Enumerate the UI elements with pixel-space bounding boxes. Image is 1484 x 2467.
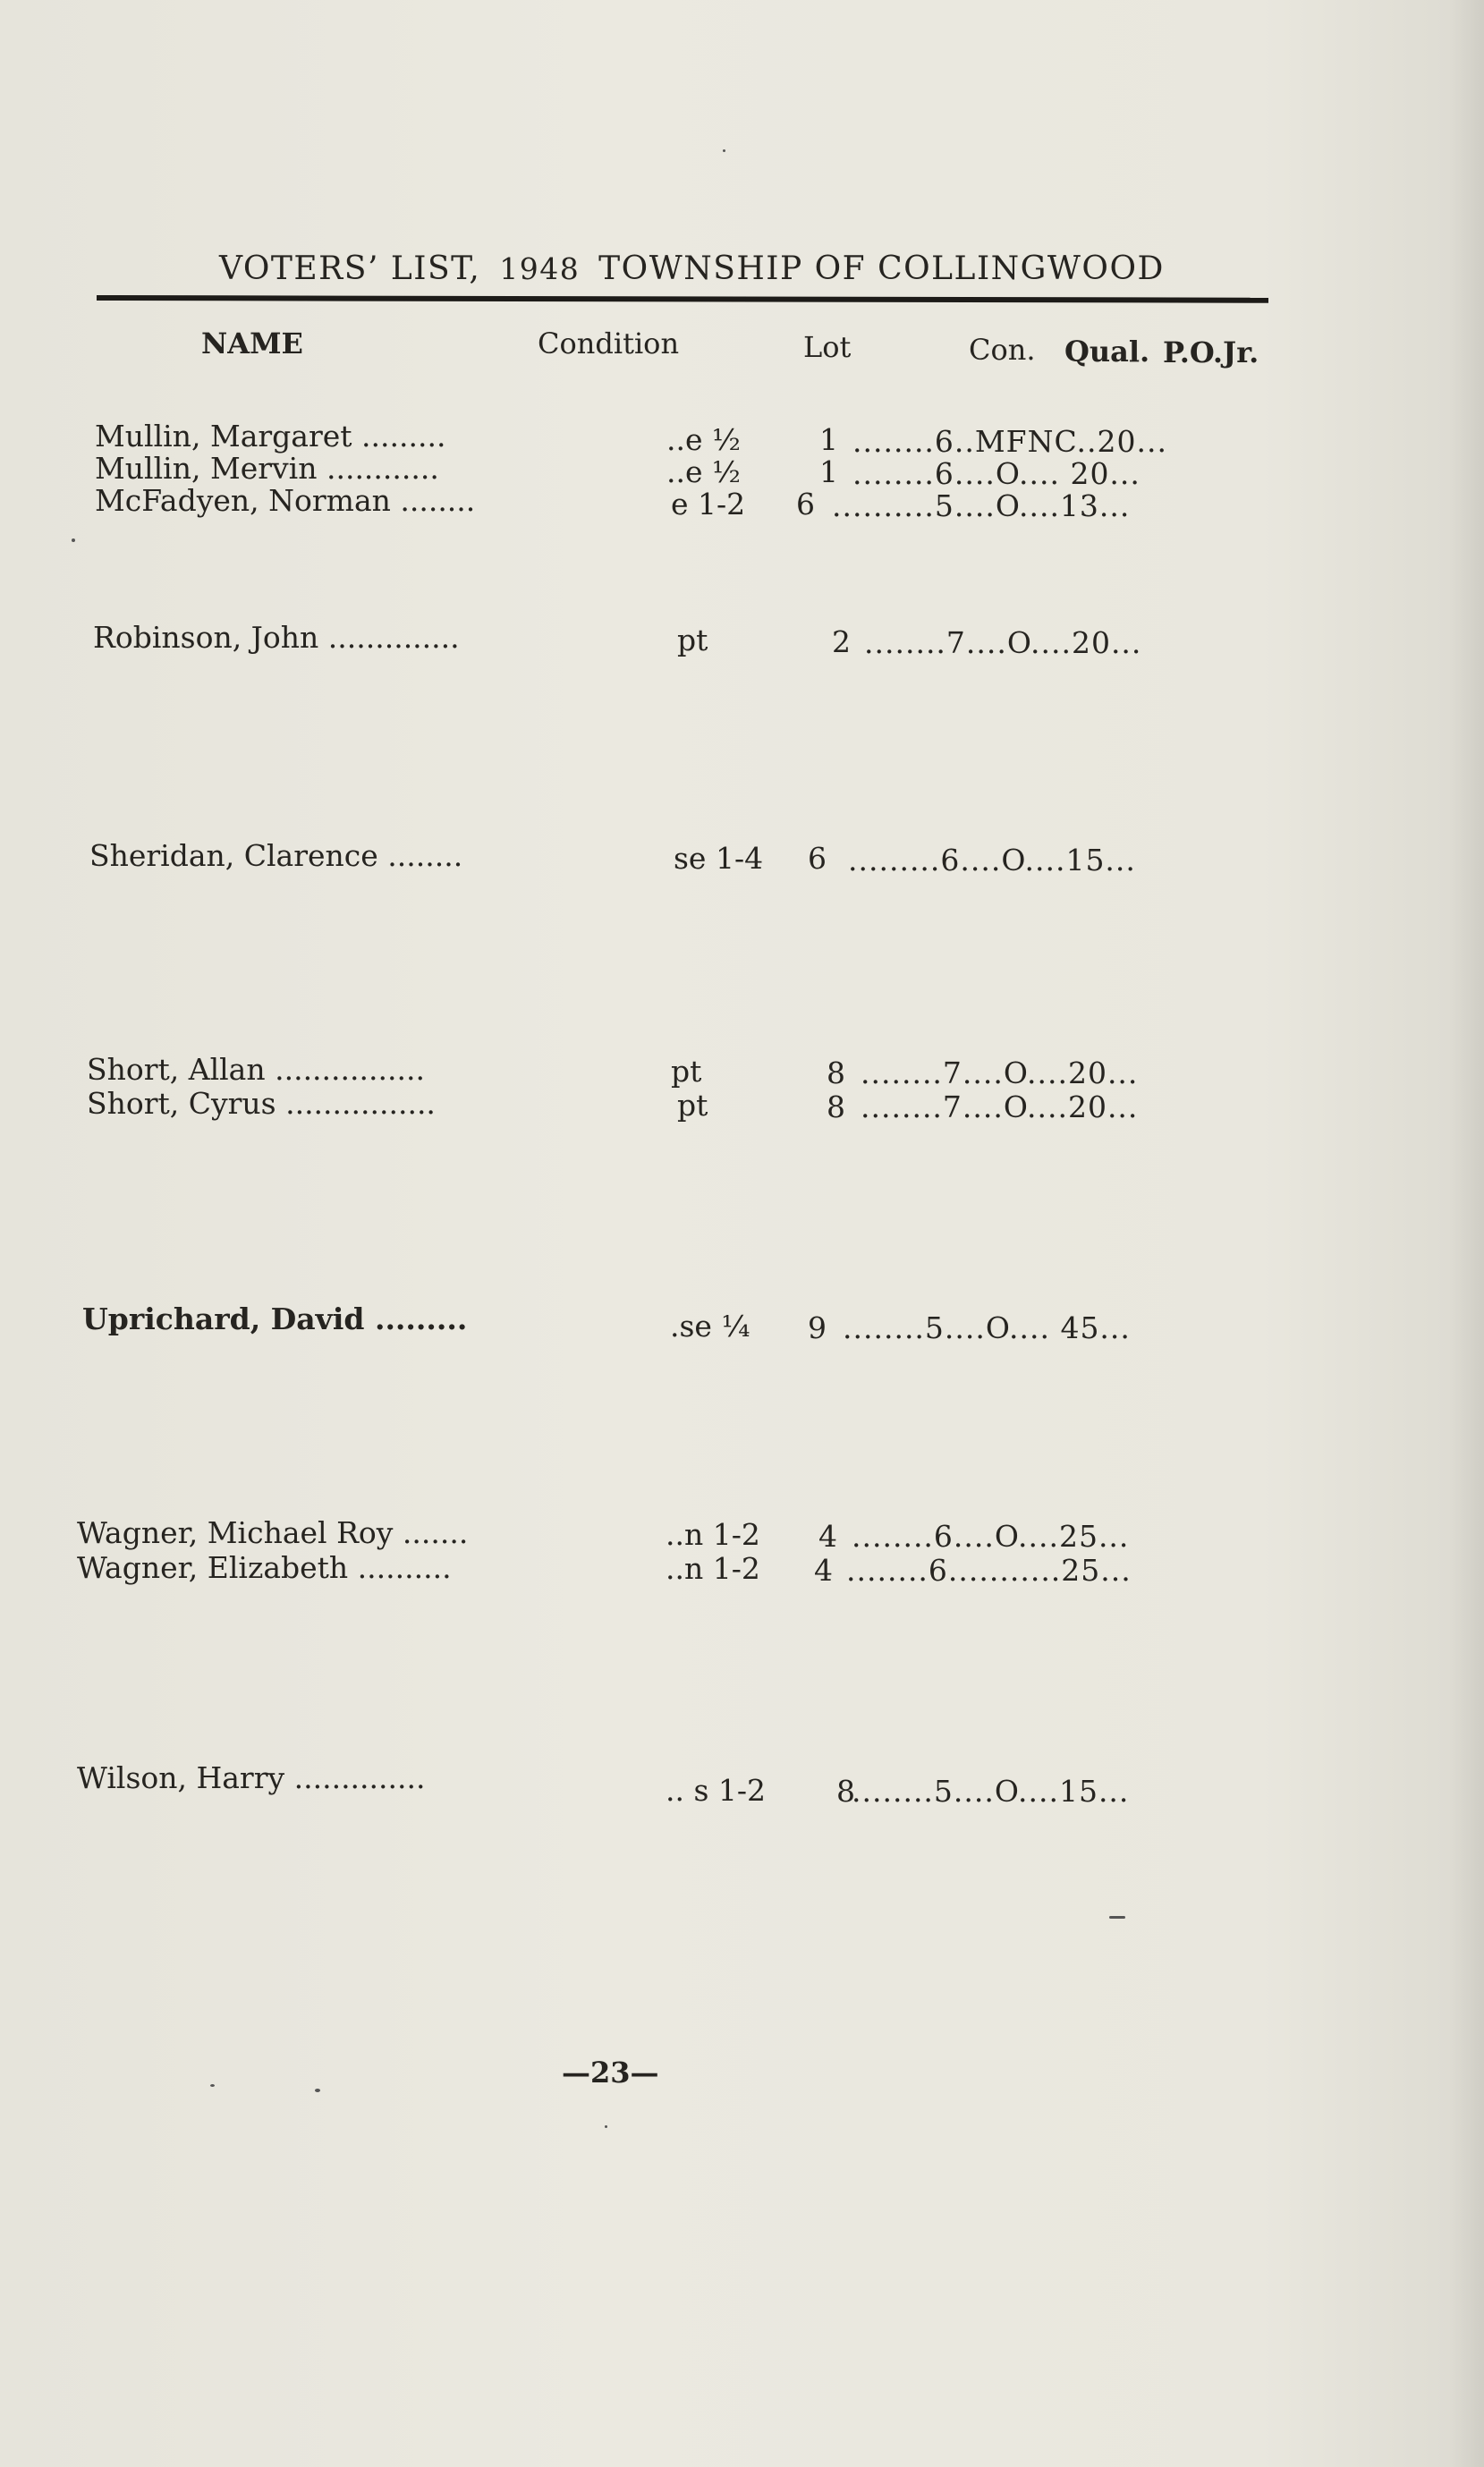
entry-details: ........6..MFNC..20...: [852, 424, 1167, 459]
entry-condition: ..e ½: [666, 422, 741, 457]
entry-details: ........6...........25...: [846, 1553, 1132, 1588]
entry-name: Robinson, John ..............: [93, 620, 460, 655]
entry-condition: se 1-4: [674, 841, 764, 876]
entry-lot: 2: [832, 624, 851, 659]
column-header-condition: Condition: [538, 326, 680, 360]
entry-details: ........7....O....20...: [861, 1055, 1139, 1090]
column-header-po: P.O.Jr.: [1163, 335, 1259, 369]
title-part-2: TOWNSHIP OF COLLINGWOOD: [598, 250, 1165, 287]
entry-details: ........6....O....25...: [852, 1519, 1130, 1554]
entry-lot: 6: [796, 487, 815, 521]
entry-details: ........7....O....20...: [861, 1089, 1139, 1124]
entry-lot: 4: [814, 1553, 833, 1588]
entry-name: Mullin, Mervin ............: [95, 451, 439, 486]
column-header-con: Con.: [969, 333, 1036, 367]
entry-details: ........5....O....15...: [852, 1774, 1130, 1809]
entry-details: ........6....O.... 20...: [852, 456, 1141, 491]
entry-name: Mullin, Margaret .........: [95, 419, 446, 454]
entry-lot: 8: [827, 1089, 845, 1124]
paper-speck: [72, 538, 75, 542]
entry-name: Wilson, Harry ..............: [77, 1760, 426, 1795]
page-number: —23—: [562, 2056, 659, 2090]
title-year: 1948: [499, 251, 581, 286]
entry-lot: 8: [827, 1055, 845, 1090]
entry-name: Uprichard, David .........: [82, 1301, 468, 1336]
column-header-name: NAME: [201, 326, 303, 360]
entry-lot: 4: [818, 1519, 837, 1554]
entry-lot: 1: [819, 454, 838, 489]
title-rule: [97, 295, 1268, 303]
entry-name: Short, Allan ................: [87, 1052, 425, 1087]
paper-speck: [1109, 1916, 1125, 1919]
title-part-1: VOTERS’ LIST,: [219, 250, 481, 287]
entry-condition: e 1-2: [671, 487, 746, 521]
entry-name: McFadyen, Norman ........: [95, 483, 476, 518]
paper-speck: [723, 149, 725, 152]
entry-condition: ..e ½: [666, 454, 741, 489]
page-spine-shadow: [1448, 0, 1484, 2467]
column-header-qual: Qual.: [1064, 335, 1150, 369]
column-header-lot: Lot: [803, 330, 852, 364]
entry-details: ..........5....O....13...: [832, 488, 1131, 523]
entry-condition: .. s 1-2: [666, 1773, 767, 1808]
entry-name: Short, Cyrus ................: [87, 1086, 436, 1121]
entry-condition: pt: [677, 623, 708, 657]
entry-details: ........5....O.... 45...: [843, 1310, 1131, 1345]
entry-details: ........7....O....20...: [864, 625, 1142, 660]
page-title: [219, 250, 1165, 287]
entry-condition: pt: [677, 1088, 708, 1123]
entry-lot: 6: [808, 841, 827, 876]
entry-name: Wagner, Michael Roy .......: [77, 1515, 469, 1550]
entry-name: Sheridan, Clarence ........: [89, 838, 463, 873]
entry-condition: ..n 1-2: [666, 1517, 760, 1552]
entry-lot: 8: [836, 1774, 855, 1809]
entry-condition: ..n 1-2: [666, 1551, 760, 1586]
entry-lot: 1: [819, 422, 838, 457]
entry-name: Wagner, Elizabeth ..........: [77, 1550, 452, 1585]
paper-speck: [315, 2089, 320, 2092]
entry-details: .........6....O....15...: [848, 843, 1136, 877]
entry-condition: pt: [671, 1054, 702, 1089]
paper-speck: [605, 2125, 607, 2128]
paper-speck: [210, 2084, 215, 2087]
entry-condition: .se ¼: [670, 1309, 750, 1344]
entry-lot: 9: [808, 1310, 827, 1345]
